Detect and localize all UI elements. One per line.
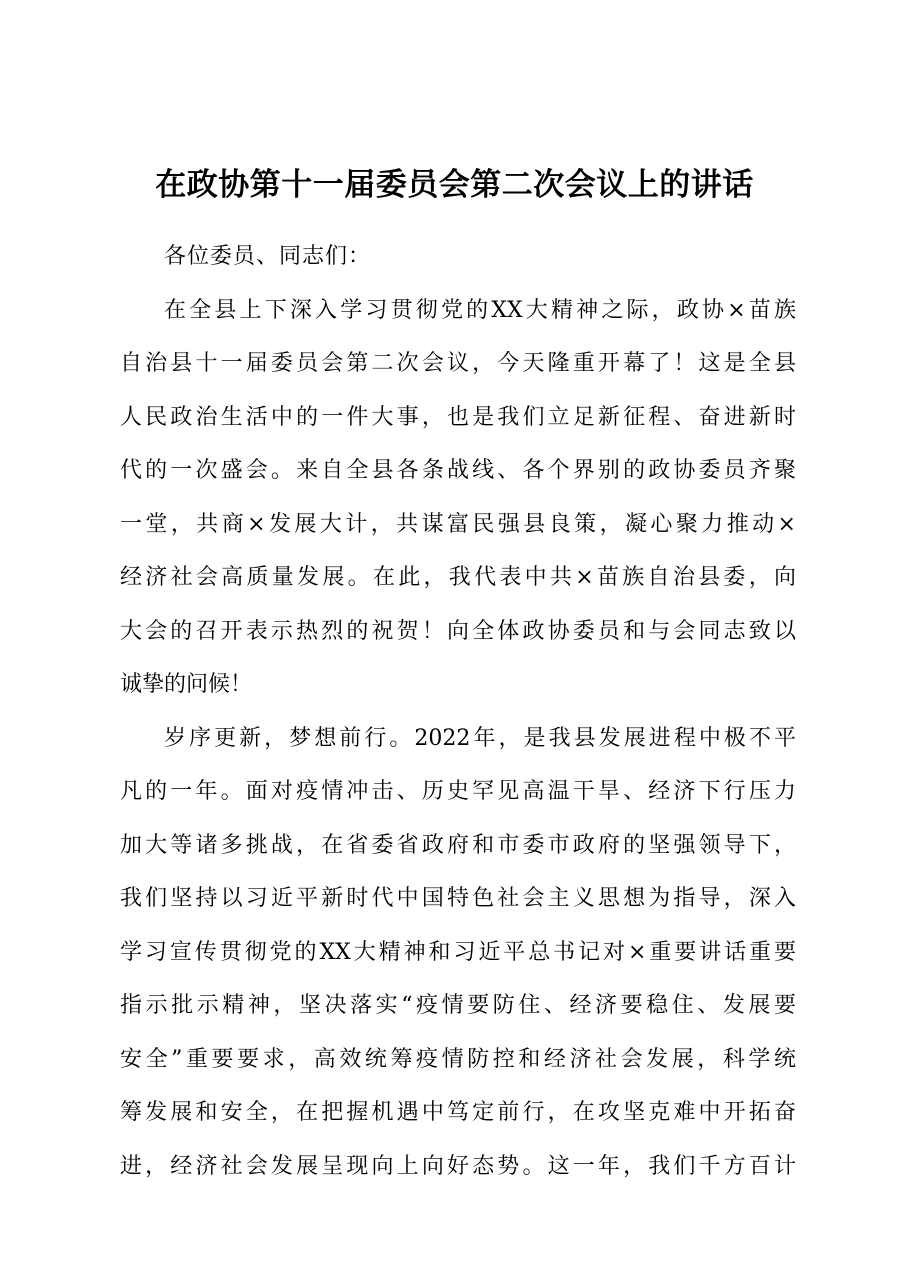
paragraph-line: 我们坚持以习近平新时代中国特色社会主义思想为指导，深入	[120, 886, 796, 911]
paragraph-line: 大会的召开表示热烈的祝贺！向全体政协委员和与会同志致以	[120, 618, 796, 644]
paragraph-line: 岁序更新，梦想前行。2022年，是我县发展进程中极不平	[164, 725, 796, 751]
paragraph-line: 凡的一年。面对疫情冲击、历史罕见高温干旱、经济下行压力	[120, 779, 796, 804]
paragraph-line: 指示批示精神，坚决落实“疫情要防住、经济要稳住、发展要	[120, 993, 796, 1018]
paragraph-line: 代的一次盛会。来自全县各条战线、各个界别的政协委员齐聚	[120, 458, 796, 483]
paragraph-line: 诚挚的问候！	[120, 672, 253, 697]
paragraph-line: 经济社会高质量发展。在此，我代表中共×苗族自治县委，向	[120, 565, 796, 590]
paragraph-line: 进，经济社会发展呈现向上向好态势。这一年，我们千方百计	[120, 1153, 796, 1179]
paragraph-line: 安全”重要要求，高效统筹疫情防控和经济社会发展，科学统	[120, 1046, 796, 1072]
paragraph-line: 人民政治生活中的一件大事，也是我们立足新征程、奋进新时	[120, 404, 796, 430]
paragraph-line: 在全县上下深入学习贯彻党的XX大精神之际，政协×苗族	[164, 297, 796, 323]
paragraph-line: 自治县十一届委员会第二次会议，今天隆重开幕了！这是全县	[120, 351, 796, 376]
paragraph-line: 筹发展和安全，在把握机遇中笃定前行，在攻坚克难中开拓奋	[120, 1100, 796, 1125]
salutation: 各位委员、同志们：	[164, 244, 372, 269]
document-body	[120, 230, 796, 1193]
paragraph-line: 加大等诸多挑战，在省委省政府和市委市政府的坚强领导下，	[120, 832, 796, 858]
paragraph-line: 学习宣传贯彻党的XX大精神和习近平总书记对×重要讲话重要	[120, 939, 796, 965]
document-title: 在政协第十一届委员会第二次会议上的讲话	[155, 167, 754, 203]
paragraph-1	[120, 284, 796, 712]
paragraph-line: 一堂，共商×发展大计，共谋富民强县良策，凝心聚力推动×	[120, 511, 796, 537]
paragraph-2	[120, 712, 796, 1194]
